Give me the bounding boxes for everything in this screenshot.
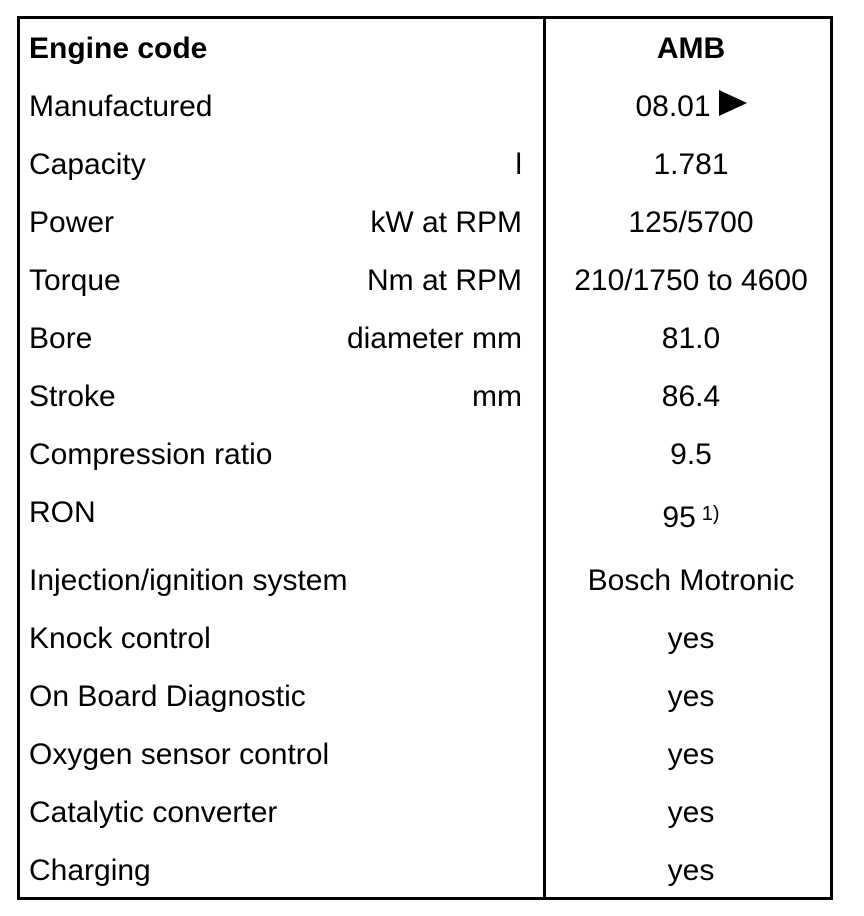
table-row xyxy=(17,784,836,842)
table-row xyxy=(17,668,836,726)
row-value: 95 xyxy=(662,501,696,534)
row-unit: mm xyxy=(472,380,522,413)
row-value: yes xyxy=(667,854,715,887)
row-value: 125/5700 xyxy=(628,206,754,239)
row-value: 9.5 xyxy=(670,438,712,471)
row-unit: Nm at RPM xyxy=(366,264,522,297)
row-value: yes xyxy=(667,622,715,655)
row-value: 1.781 xyxy=(653,148,729,181)
engine-code-value: AMB xyxy=(656,32,726,65)
row-value: 86.4 xyxy=(661,380,721,413)
row-label: Compression ratio xyxy=(29,438,273,471)
row-label: Stroke xyxy=(29,380,116,413)
row-label: Torque xyxy=(29,264,121,297)
table-row xyxy=(17,194,836,252)
table-row xyxy=(17,552,836,610)
row-label: RON xyxy=(29,496,96,529)
table-row xyxy=(17,252,836,310)
table-row xyxy=(17,426,836,484)
row-label: Catalytic converter xyxy=(29,796,278,829)
row-label: Bore xyxy=(29,322,93,355)
table-row xyxy=(17,136,836,194)
row-value: yes xyxy=(667,738,715,771)
row-label: Capacity xyxy=(29,148,146,181)
row-value-ron: 95 $^{1)}$ xyxy=(662,501,720,534)
row-unit: kW at RPM xyxy=(370,206,522,239)
row-value: 08.01 xyxy=(635,90,711,123)
table-row xyxy=(17,78,836,136)
row-value: Bosch Motronic xyxy=(587,564,795,597)
row-label: Injection/ignition system xyxy=(29,564,348,597)
row-label: Manufactured xyxy=(29,90,213,123)
row-unit: l xyxy=(515,148,522,181)
table-row xyxy=(17,610,836,668)
row-value: yes xyxy=(667,796,715,829)
table-row xyxy=(17,842,836,900)
table-row xyxy=(17,484,836,552)
engine-code-label: Engine code xyxy=(29,32,208,65)
row-label: Knock control xyxy=(29,622,211,655)
table-row xyxy=(17,726,836,784)
table-row xyxy=(17,310,836,368)
row-value: 81.0 xyxy=(661,322,721,355)
row-label: Oxygen sensor control xyxy=(29,738,330,771)
row-value: yes xyxy=(667,680,715,713)
row-label: Power xyxy=(29,206,115,239)
table-header-row xyxy=(17,20,836,78)
row-value-manufactured xyxy=(546,78,836,136)
row-unit: diameter mm xyxy=(346,322,522,355)
row-label: Charging xyxy=(29,854,151,887)
table-row xyxy=(17,368,836,426)
right-triangle-arrow-icon xyxy=(719,90,747,116)
row-value: 210/1750 to 4600 xyxy=(574,264,808,297)
row-label: On Board Diagnostic xyxy=(29,680,306,713)
